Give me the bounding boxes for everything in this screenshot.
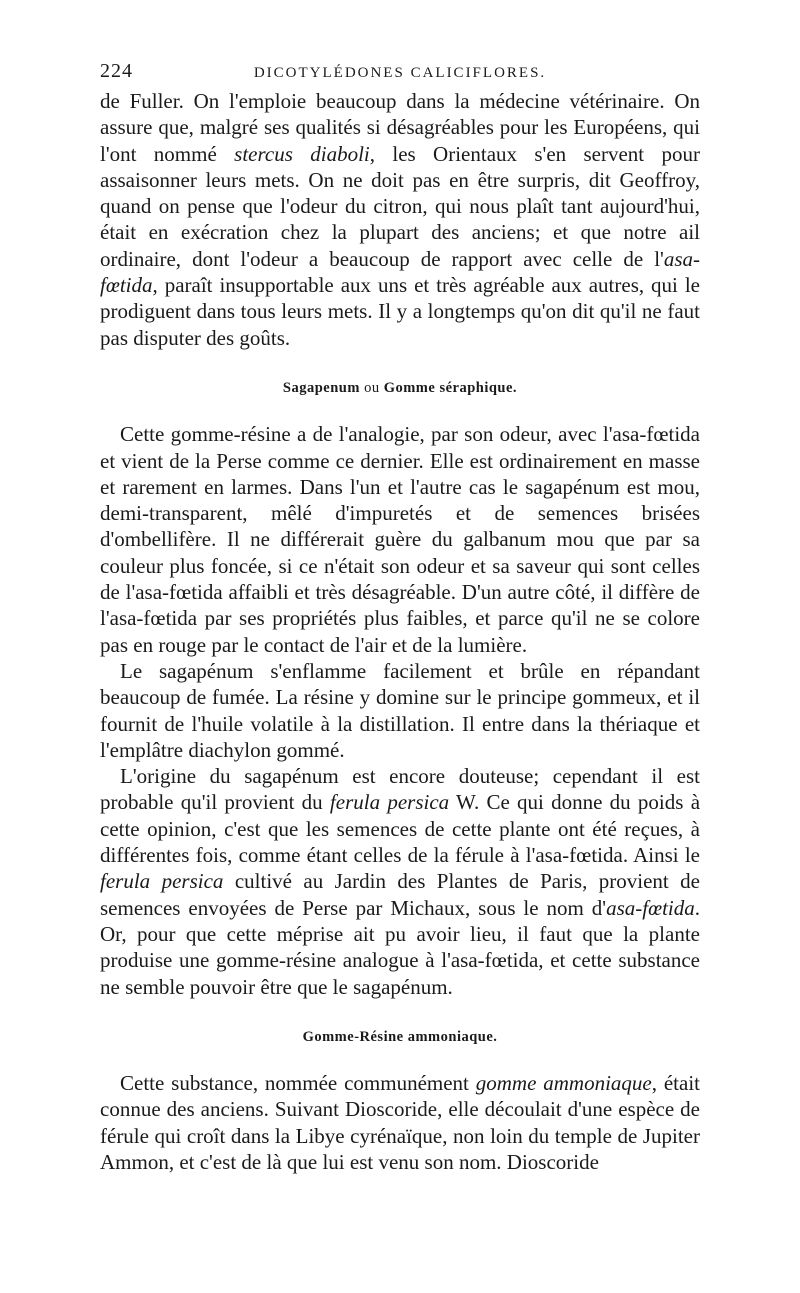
paragraph: Le sagapénum s'enflamme facilement et brûle en répandant beaucoup de fumée. La résine y domine sur le principe gommeux, et il fournit de l'huile volatile à la distillation. Il entre dans la thériaque et l'emplâtre diachylon gommé. — [100, 658, 700, 762]
running-head: DICOTYLÉDONES CALICIFLORES. — [253, 65, 547, 81]
title-bold: Gomme séraphique. — [383, 379, 518, 396]
title-bold: Sagapenum — [282, 379, 360, 396]
italic-term: gomme ammoniaque — [475, 1071, 652, 1096]
italic-term: asa-fœtida — [100, 246, 700, 298]
section-title-sagapenum — [100, 375, 700, 401]
italic-term: ferula persica — [329, 790, 450, 815]
page-number: 224 — [100, 60, 133, 82]
italic-term: stercus diaboli — [234, 141, 370, 166]
text-span: Cette substance, nommée communément — [120, 1071, 476, 1096]
paragraph — [100, 763, 700, 1000]
italic-term: asa-fœtida — [606, 895, 695, 920]
intro-paragraph — [100, 88, 700, 351]
text-span: , paraît insupportable aux uns et très agréable aux autres, qui le prodiguent dans tous leurs mets. Il y a longtemps qu'on dit qu'il ne faut pas disputer des goûts. — [100, 273, 700, 350]
text-span: , était connue des anciens. Suivant Dioscoride, elle découlait d'une espèce de férule qui croît dans la Libye cyrénaïque, non loin du temple de Jupiter Ammon, et c'est de là que lui est venu son nom. Dioscoride — [100, 1071, 700, 1174]
book-page — [100, 58, 700, 1175]
text-span: , les Orientaux s'en servent pour assaisonner leurs mets. On ne doit pas en être surpris, dit Geoffroy, quand on pense que l'odeur du citron, qui nous plaît tant aujourd'hui, était en exécration chez la plupart des anciens; et que notre ail ordinaire, dont l'odeur a beaucoup de rapport avec celle de l' — [100, 141, 700, 271]
page-header — [100, 58, 700, 88]
paragraph: Cette gomme-résine a de l'analogie, par son odeur, avec l'asa-fœtida et vient de la Perse comme ce dernier. Elle est ordinairement en masse et rarement en larmes. Dans l'un et l'autre cas le sagapénum est mou, demi-transparent, mêlé d'impuretés et de semences brisées d'ombellifère. Il ne différerait guère du galbanum mou que par sa couleur plus foncée, si ce n'était son odeur et sa saveur qui sont celles de l'asa-fœtida affaibli et très désagréable. D'un autre côté, il diffère de l'asa-fœtida par ses propriétés plus faibles, et parce qu'il ne se colore pas en rouge par le contact de l'air et de la lumière. — [100, 422, 700, 657]
text-span: L'origine du sagapénum est encore douteuse; cependant il est probable qu'il provient du — [100, 764, 700, 815]
paragraph — [100, 1070, 700, 1175]
text-span: de Fuller. On l'emploie beaucoup dans la médecine vétérinaire. On assure que, malgré ses qualités si désagréables pour les Européens, qui l'ont nommé — [100, 89, 700, 166]
title-plain: ou — [359, 379, 384, 396]
text-span: W. Ce qui donne du poids à cette opinion, c'est que les semences de cette plante ont été reçues, à différentes fois, comme étant celles de la férule à l'asa-fœtida. Ainsi le — [100, 790, 701, 868]
text-span: cultivé au Jardin des Plantes de Paris, provient de semences envoyées de Perse par Michaux, sous le nom d' — [100, 869, 700, 920]
italic-term: ferula persica — [100, 869, 224, 894]
text-span: . Or, pour que cette méprise ait pu avoir lieu, il faut que la plante produise une gomme-résine analogue à l'asa-fœtida, et cette substance ne semble pouvoir être que le sagapénum. — [100, 895, 700, 999]
section-title-ammoniaque: Gomme-Résine ammoniaque. — [302, 1028, 498, 1045]
